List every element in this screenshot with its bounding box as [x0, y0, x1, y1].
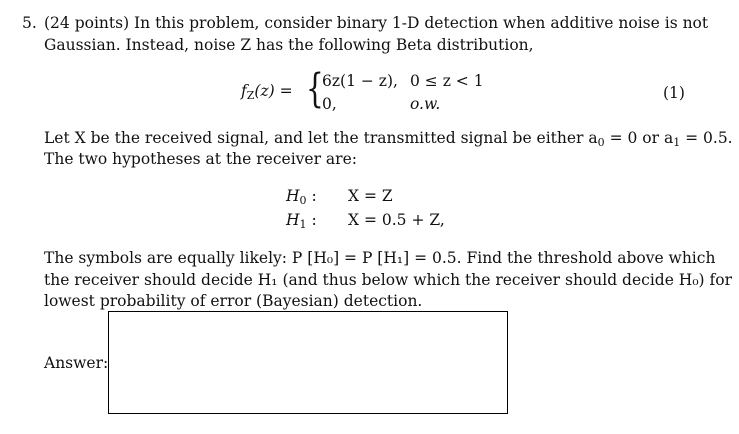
case-2-condition: o.w.: [410, 95, 441, 113]
question-line-2: the receiver should decide H₁ (and thus below which the receiver should decide H₀) for: [44, 271, 732, 289]
problem-number: 5.: [22, 14, 37, 32]
left-brace: {: [306, 66, 324, 112]
case-1-condition: 0 ≤ z < 1: [410, 72, 484, 90]
case-2-expression: 0,: [322, 95, 337, 113]
question-line-1: The symbols are equally likely: P [H₀] = P [H₁] = 0.5. Find the threshold above which: [44, 249, 716, 267]
signal-line-1: Let X be the received signal, and let the transmitted signal be either $a_0 = 0$ or $a_1 = 0.5$.: [44, 129, 733, 149]
hypothesis-0-label: $H_0$ :: [286, 187, 317, 207]
problem-line-1: (24 points) In this problem, consider binary 1-D detection when additive noise is not: [44, 14, 709, 32]
equation-number: (1): [663, 84, 685, 102]
equation-lhs: $f_Z(z)$ =: [241, 82, 293, 102]
case-1-expression: 6z(1 − z),: [322, 72, 398, 90]
question-line-3: lowest probability of error (Bayesian) detection.: [44, 292, 423, 310]
answer-label: Answer:: [44, 354, 109, 372]
signal-line-2: The two hypotheses at the receiver are:: [44, 150, 357, 168]
problem-line-2: Gaussian. Instead, noise Z has the following Beta distribution,: [44, 36, 534, 54]
answer-box[interactable]: [108, 311, 508, 414]
hypothesis-1-label: $H_1$ :: [286, 211, 317, 231]
hypothesis-1-expression: X = 0.5 + Z,: [348, 211, 445, 229]
hypothesis-0-expression: X = Z: [348, 187, 393, 205]
